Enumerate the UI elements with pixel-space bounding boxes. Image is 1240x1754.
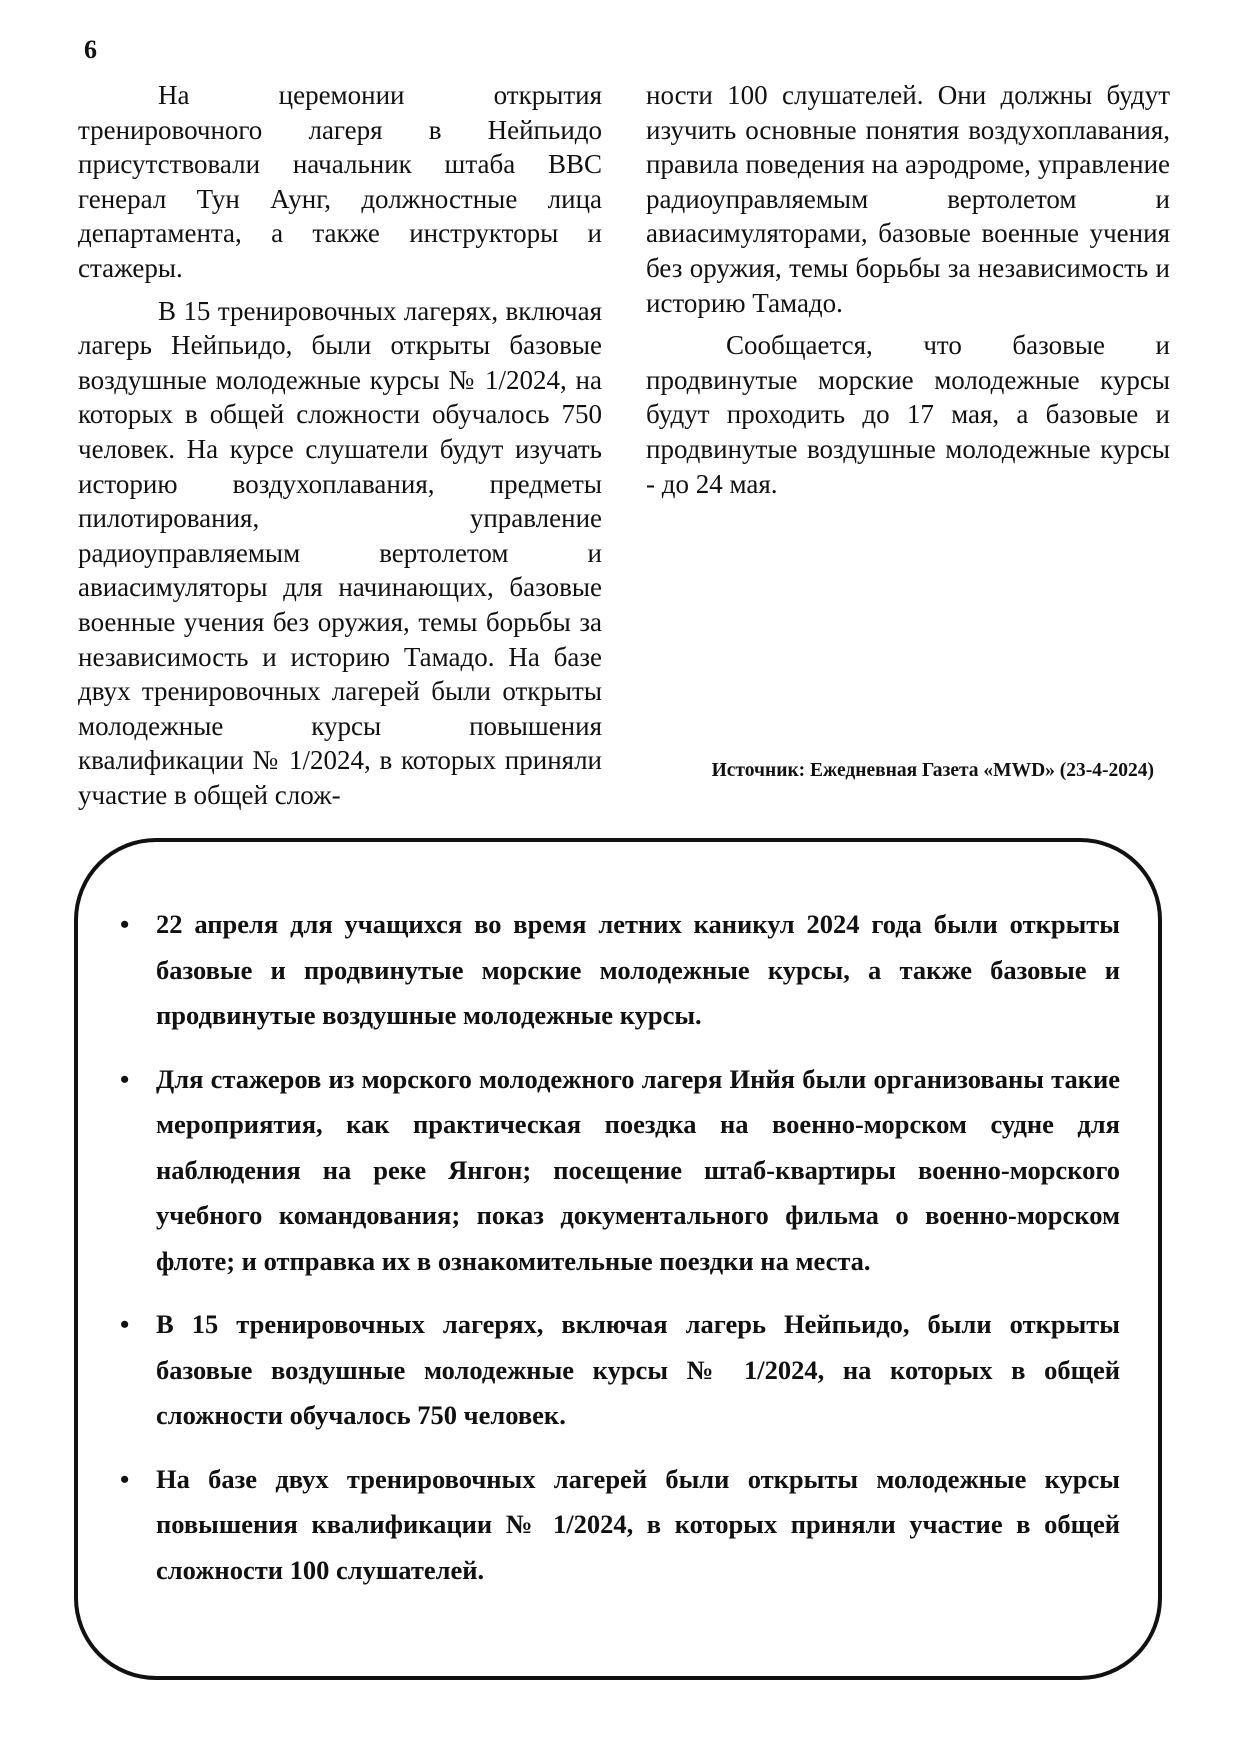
paragraph: Сообщается, что базовые и продвинутые морские молодежные курсы будут проходить до 17 мая, а базовые и продвинутые воздушные молодежные курсы - до 24 мая. — [646, 330, 1170, 499]
list-item — [120, 1302, 1120, 1439]
summary-box — [74, 838, 1162, 1680]
page-number: 6 — [84, 35, 97, 64]
left-column — [78, 78, 602, 820]
list-item — [120, 902, 1120, 1039]
list-item-text: На базе двух тренировочных лагерей были открыты молодежные курсы повышения квалификации № 1/2024, в которых приняли участие в общей сложности 100 слушателей. — [156, 1463, 1120, 1585]
list-item-text: Для стажеров из морского молодежного лагеря Инйя были организованы такие мероприятия, как практическая поездка на военно-морском судне для наблюдения на реке Янгон; посещение штаб-квартиры военно-морского учебного командования; показ документального фильма о военно-морском флоте; и отправка их в ознакомительные поездки на места. — [156, 1063, 1120, 1276]
article-columns — [78, 78, 1170, 820]
bullet-icon: • — [120, 1063, 130, 1094]
list-item — [120, 1057, 1120, 1285]
bullet-icon: • — [120, 1463, 130, 1494]
summary-list — [120, 902, 1120, 1611]
source-citation: Источник: Ежедневная Газета «MWD» (23-4-2024) — [711, 760, 1154, 781]
list-item-text: В 15 тренировочных лагерях, включая лагерь Нейпьидо, были открыты базовые воздушные молодежные курсы № 1/2024, на которых в общей сложности обучалось 750 человек. — [156, 1309, 1120, 1430]
paragraph: На церемонии открытия тренировочного лагеря в Нейпьидо присутствовали начальник штаба ВВС генерал Тун Аунг, должностные лица департамента, а также инструкторы и стажеры. — [78, 80, 602, 283]
bullet-icon: • — [120, 1309, 130, 1339]
paragraph: В 15 тренировочных лагерях, включая лагерь Нейпьидо, были открыты базовые воздушные молодежные курсы № 1/2024, на которых в общей сложности обучалось 750 человек. На курсе слушатели будут изучать историю воздухоплавания, предметы пилотирования, управление радиоуправляемым вертолетом и авиасимуляторы для начинающих, базовые военные учения без оружия, темы борьбы за независимость и историю Тамадо. На базе двух тренировочных лагерей были открыты молодежные курсы повышения квалификации № 1/2024, в которых приняли участие в общей слож- — [78, 295, 602, 810]
paragraph: ности 100 слушателей. Они должны будут изучить основные понятия воздухоплавания, правила поведения на аэродроме, управление радиоуправляемым вертолетом и авиасимуляторами, базовые военные учения без оружия, темы борьбы за независимость и историю Тамадо. — [646, 80, 1170, 318]
list-item — [120, 1457, 1120, 1594]
list-item-text: 22 апреля для учащихся во время летних каникул 2024 года были открыты базовые и продвинутые морские молодежные курсы, а также базовые и продвинутые воздушные молодежные курсы. — [156, 909, 1120, 1030]
bullet-icon: • — [120, 909, 130, 939]
right-column — [646, 78, 1170, 820]
